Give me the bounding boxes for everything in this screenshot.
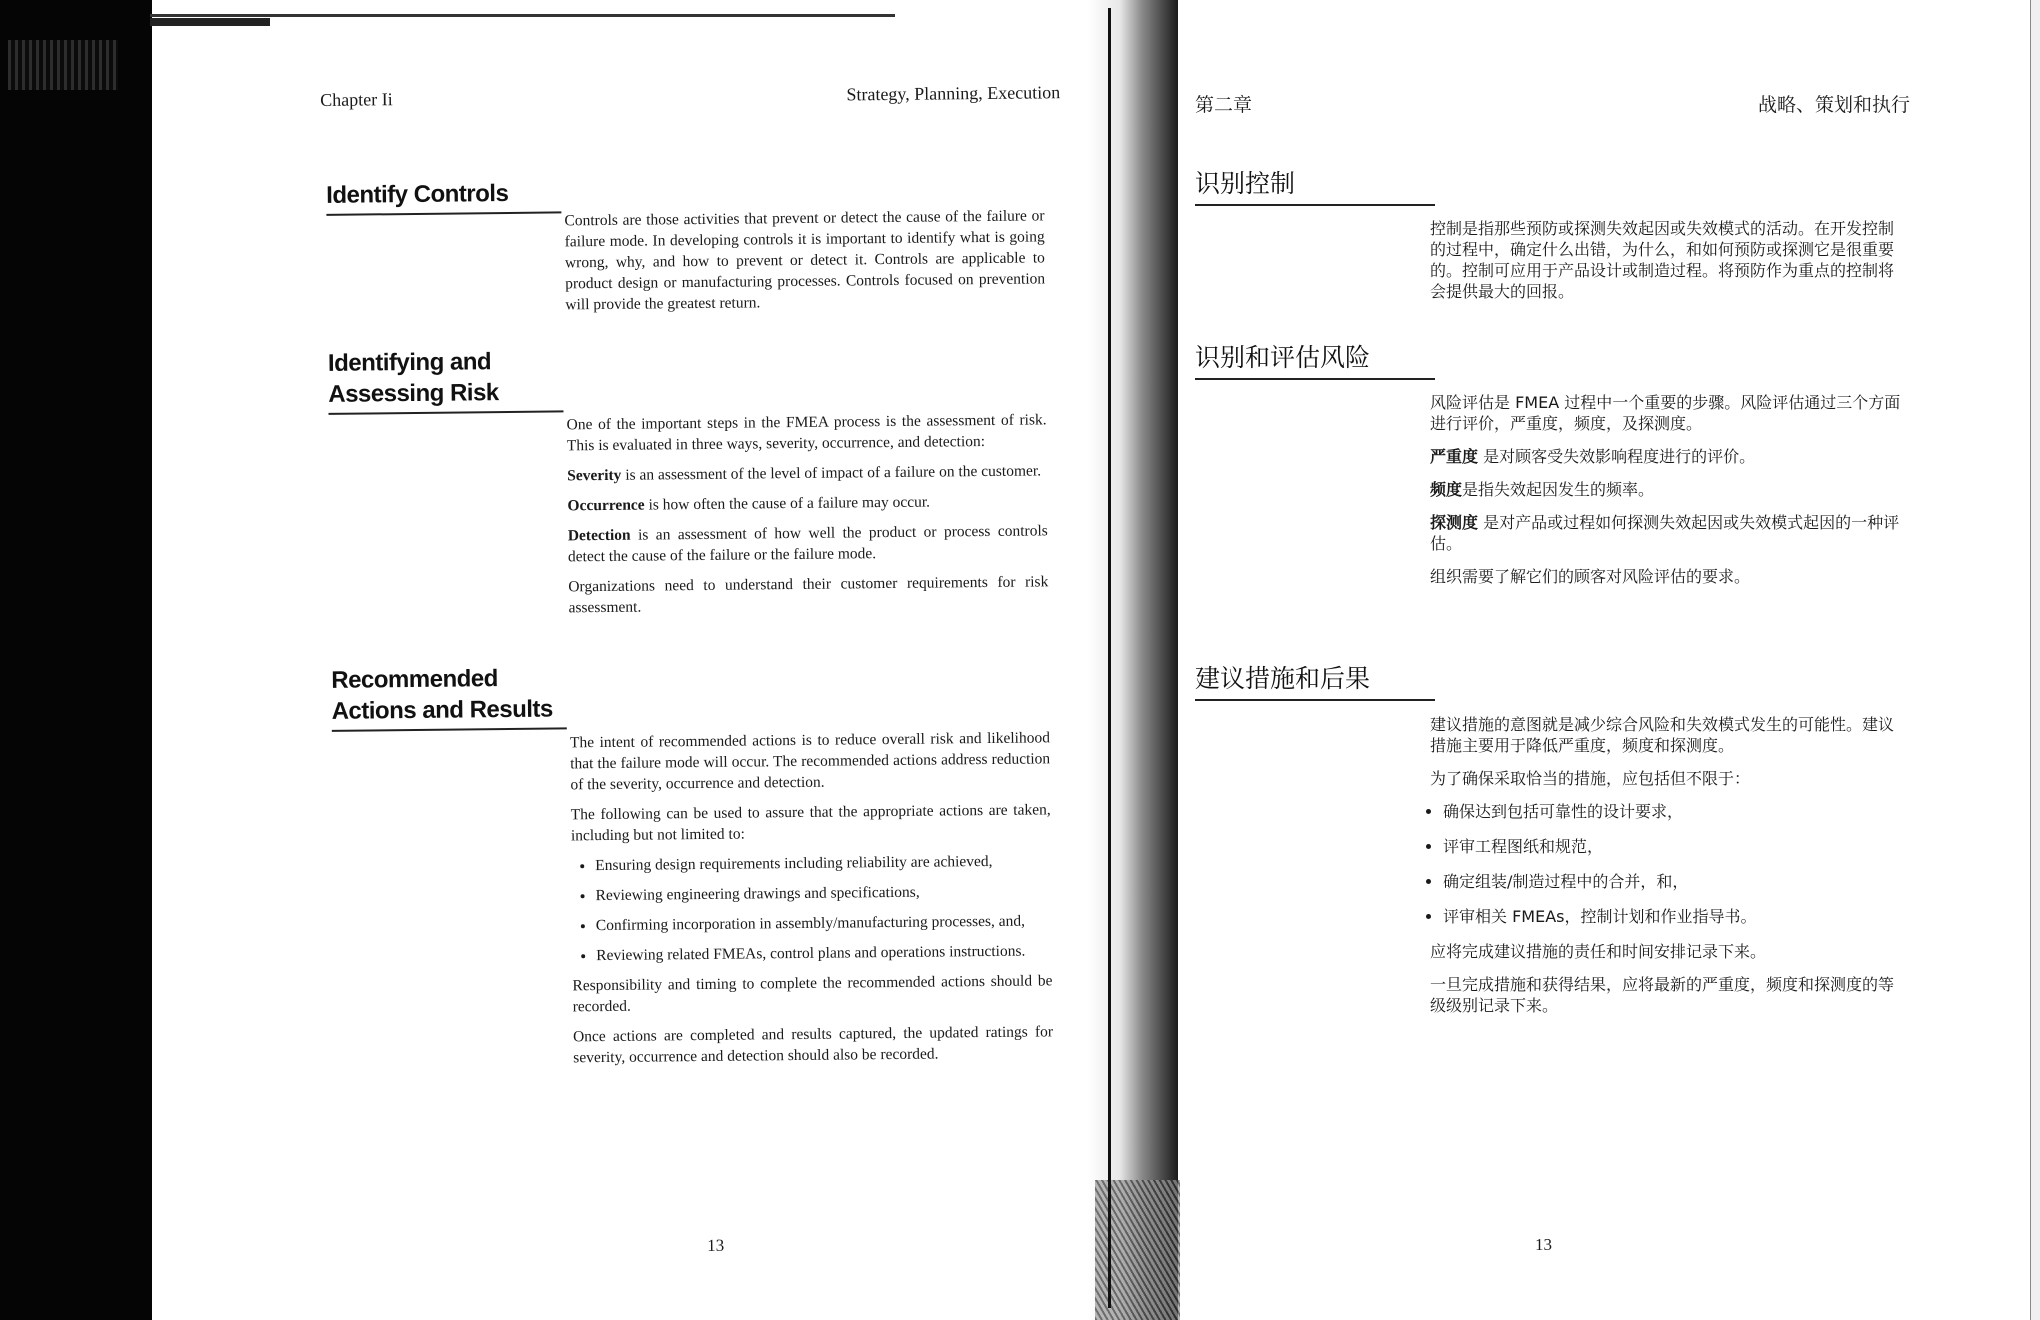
paragraph: Responsibility and timing to complete the recommended actions should be recorded. [572, 972, 1053, 1016]
definition-detection: Detection is an assessment of how well the product or process controls detect the cause of the failure or the failure mode. [567, 522, 1048, 566]
paragraph: Once actions are completed and results captured, the updated ratings for severity, occurrence and detection should also be recorded. [572, 1023, 1054, 1067]
list-item: • Reviewing related FMEAs, control plans and operations instructions. [596, 940, 1052, 966]
section-heading-identifying-risk: Identifying and Assessing Risk [328, 345, 564, 414]
paragraph: The intent of recommended actions is to reduce overall risk and likelihood that the failure mode will occur. The recommended actions address reduction of the severity, occurrence and detection. [569, 729, 1051, 794]
paragraph: One of the important steps in the FMEA process is the assessment of risk. This is evaluated in three ways, severity, occurrence, and detection: [566, 411, 1047, 455]
list-item: • Reviewing engineering drawings and specifications, [595, 880, 1051, 906]
book-spine-shadow [1088, 0, 1178, 1320]
list-item: • 确保达到包括可靠性的设计要求， [1443, 801, 1905, 822]
paragraph: The following can be used to assure that the appropriate actions are taken, including but not limited to: [570, 801, 1051, 845]
scan-right-edge [2030, 0, 2040, 1320]
action-list [571, 850, 1052, 966]
term-severity: Severity [567, 466, 622, 485]
chapter-label: 第二章 [1195, 94, 1253, 116]
list-item: • 评审工程图纸和规范， [1443, 836, 1905, 857]
section-heading-identifying-risk: 识别和评估风险 [1195, 342, 1435, 380]
section-body-identify-controls [1430, 218, 1905, 314]
scan-top-edge-mark [150, 18, 270, 26]
definition-detection: 探测度 是对产品或过程如何探测失效起因或失效模式起因的一种评估。 [1430, 513, 1900, 553]
paragraph: Organizations need to understand their customer requirements for risk assessment. [568, 573, 1049, 617]
running-title: Strategy, Planning, Execution [846, 82, 1061, 105]
paragraph: 风险评估是 FMEA 过程中一个重要的步骤。风险评估通过三个方面进行评价，严重度，频度，及探测度。 [1430, 393, 1901, 433]
section-body-identify-controls [564, 205, 1045, 324]
section-body-recommended-actions [1430, 714, 1905, 1028]
scan-dark-margin [0, 0, 152, 1320]
right-page [1190, 80, 1910, 1280]
section-heading-identify-controls: Identify Controls [326, 177, 561, 215]
definition-severity: Severity is an assessment of the level of impact of a failure on the customer. [567, 462, 1042, 485]
section-body-identifying-risk [1430, 392, 1905, 599]
section-heading-recommended-actions: Recommended Actions and Results [331, 662, 567, 731]
definition-severity: 严重度 是对顾客受失效影响程度进行的评价。 [1430, 447, 1756, 466]
page-number: 13 [1535, 1235, 1552, 1254]
section-body-identifying-risk [567, 409, 1049, 627]
left-page [315, 72, 1073, 1280]
list-item: • Confirming incorporation in assembly/manufacturing processes, and, [596, 910, 1052, 936]
running-title: 战略、策划和执行 [1757, 94, 1910, 116]
scan-noise [8, 40, 118, 90]
definition-occurrence: 频度是指失效起因发生的频率。 [1430, 480, 1655, 499]
section-heading-identify-controls: 识别控制 [1195, 168, 1435, 206]
section-body-recommended-actions [570, 727, 1054, 1077]
paragraph: 建议措施的意图就是减少综合风险和失效模式发生的可能性。建议措施主要用于降低严重度，频度和探测度。 [1430, 715, 1895, 755]
paragraph: 一旦完成措施和获得结果，应将最新的严重度，频度和探测度的等级级别记录下来。 [1430, 975, 1895, 1015]
list-item: • Ensuring design requirements including reliability are achieved, [595, 850, 1051, 876]
page-divider [1108, 8, 1111, 1308]
scan-top-edge [150, 14, 895, 17]
term-detection: Detection [567, 526, 631, 545]
section-heading-recommended-actions: 建议措施和后果 [1195, 663, 1435, 701]
paragraph: 为了确保采取恰当的措施，应包括但不限于： [1430, 769, 1751, 788]
term-occurrence: 频度 [1430, 480, 1463, 499]
page-number: 13 [707, 1235, 725, 1255]
paragraph: Controls are those activities that prevent or detect the cause of the failure or failure mode. In developing controls it is important to identify what is going wrong, why, and how to prevent or detect it. Controls are applicable to product design or manufacturing processes. Controls focused on prevention will provide the greatest return. [564, 207, 1046, 314]
action-list [1395, 801, 1905, 927]
chapter-label: Chapter Ii [320, 89, 393, 110]
term-occurrence: Occurrence [567, 496, 645, 515]
list-item: • 评审相关 FMEAs，控制计划和作业指导书。 [1443, 906, 1905, 927]
paragraph: 应将完成建议措施的责任和时间安排记录下来。 [1430, 942, 1767, 961]
paragraph: 组织需要了解它们的顾客对风险评估的要求。 [1430, 567, 1751, 586]
term-detection: 探测度 [1430, 513, 1479, 532]
paragraph: 控制是指那些预防或探测失效起因或失效模式的活动。在开发控制的过程中，确定什么出错，为什么，和如何预防或探测它是很重要的。控制可应用于产品设计或制造过程。将预防作为重点的控制将会提供最大的回报。 [1430, 219, 1895, 301]
term-severity: 严重度 [1430, 447, 1479, 466]
list-item: • 确定组装/制造过程中的合并，和， [1443, 871, 1905, 892]
definition-occurrence: Occurrence is how often the cause of a failure may occur. [567, 493, 931, 515]
